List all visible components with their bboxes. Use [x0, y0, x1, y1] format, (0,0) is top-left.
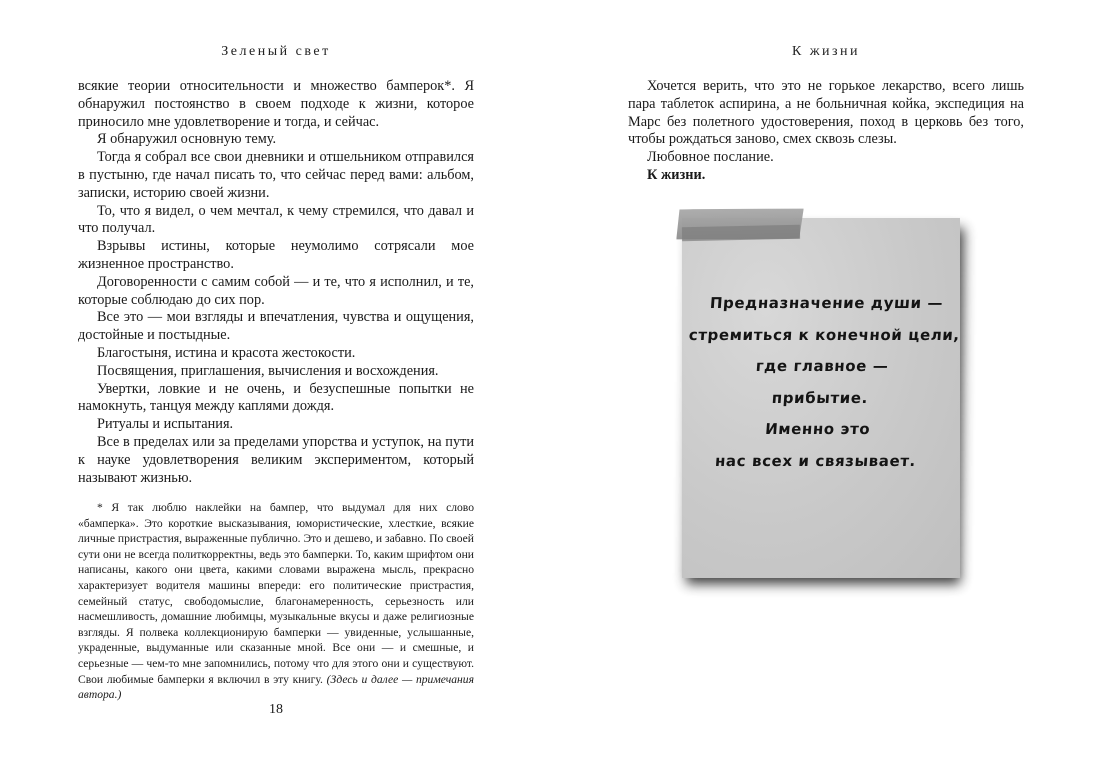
note-text — [675, 288, 966, 477]
paragraph: Договоренности с самим собой — и те, что я исполнил, и те, которые соблюдаю до сих пор. — [78, 273, 474, 308]
right-body-text — [628, 78, 1024, 185]
paragraph: Любовное послание. — [647, 149, 774, 166]
note-line: где главное — — [755, 357, 890, 375]
footnote-text: * Я так люблю наклейки на бампер, что выдумал для них слово «бамперка». Это короткие высказывания, юмористические, хлесткие, всякие личные пристрастия, выраженные публично. Это и дешево, и забавно. По своей сути они не всегда политкорректны, ведь это бамперки. То, каким шрифтом они написаны, какого они цвета, какими словами выражена мысль, прекрасно характеризует водителя машины впереди: его политические пристрастия, семейный статус, свободомыслие, благонамеренность, серьезность или насмешливость, домашние любимцы, музыкальные вкусы и даже религиозные взгляды. Я полвека коллекционирую бамперки — увиденные, услышанные, украденные, выдуманные или сказанные мной. Все они — и смешные, и серьезные — чем-то мне запомнились, потому что для этого они и существуют. Свои любимые бамперки я включил в эту книгу. — [78, 501, 474, 686]
paragraph: всякие теории относительности и множество бамперок*. Я обнаружил постоянство в своем подходе к жизни, которое приносило мне удовлетворение и тогда, и сейчас. — [78, 78, 474, 130]
paragraph: Хочется верить, что это не горькое лекарство, всего лишь пара таблеток аспирина, а не больничная койка, экспедиция на Марс без полетного удостоверения, поход в церковь без того, чтобы рождаться заново, смех сквозь слезы. — [628, 78, 1024, 148]
sticky-note — [682, 218, 960, 580]
paragraph: Я обнаружил основную тему. — [97, 131, 277, 148]
left-running-head: Зеленый свет — [221, 44, 331, 59]
page-number: 18 — [269, 702, 283, 717]
right-running-head: К жизни — [791, 44, 861, 59]
note-line: Именно это — [764, 420, 871, 438]
paragraph: Благостыня, истина и красота жестокости. — [97, 344, 356, 361]
paragraph: То, что я видел, о чем мечтал, к чему стремился, что давал и что получал. — [78, 202, 474, 237]
note-line: стремиться к конечной цели, — [688, 325, 961, 344]
paragraph: Все в пределах или за пределами упорства и уступок, на пути к науке удовлетворения великим экспериментом, который называют жизнью. — [78, 433, 474, 486]
paragraph: Ритуалы и испытания. — [97, 416, 234, 433]
footnote — [78, 500, 474, 703]
tape-fold — [682, 225, 800, 241]
left-body-text — [78, 78, 474, 487]
footnote-italic: (Здесь и далее — примечания автора.) — [78, 672, 474, 702]
paragraph: Увертки, ловкие и не очень, и безуспешные попытки не намокнуть, танцуя между каплями дождя. — [78, 380, 474, 415]
paragraph: Посвящения, приглашения, вычисления и восхождения. — [97, 362, 439, 379]
paragraph: Взрывы истины, которые неумолимо сотрясали мое жизненное пространство. — [78, 238, 474, 272]
paragraph: Тогда я собрал все свои дневники и отшельником отправился в пустыню, где начал писать то, что сейчас перед вами: альбом, записки, историю своей жизни. — [78, 149, 474, 201]
note-line: Предназначение души — — [709, 294, 944, 312]
bold-line: К жизни. — [647, 166, 706, 183]
right-page — [550, 0, 1100, 780]
paragraph: Все это — мои взгляды и впечатления, чувства и ощущения, достойные и постыдные. — [78, 309, 474, 344]
note-line: прибытие. — [771, 388, 869, 407]
note-line: нас всех и связывает. — [714, 451, 917, 470]
